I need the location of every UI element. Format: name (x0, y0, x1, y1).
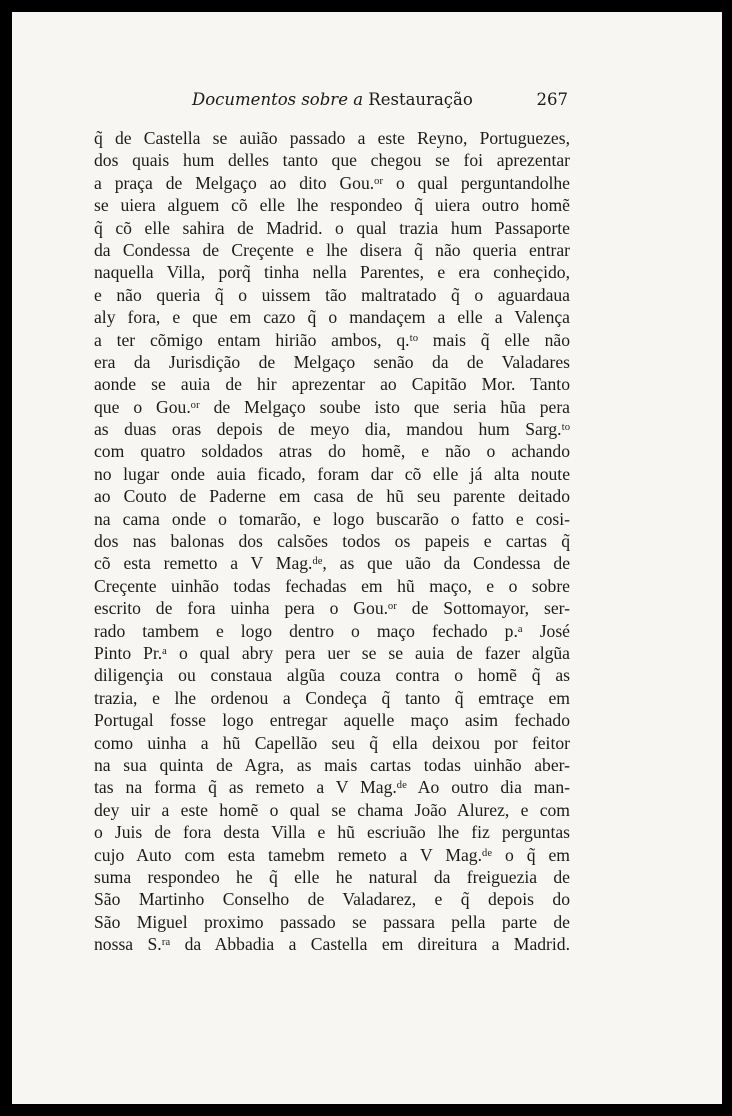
text-line: era da Jurisdição de Melgaço senão da de Valadares (94, 351, 570, 372)
text-line: São Martinho Conselho de Valadarez, e q̃ depois do (94, 889, 570, 910)
text-line: dos nas balonas dos calsões todos os papeis e cartas q̃ (94, 531, 570, 552)
text-line: o Juis de fora desta Villa e hũ escriuão lhe fiz perguntas (94, 822, 570, 843)
text-line: cujo Auto com esta tamebm remeto a V Mag.ᵈᵉ o q̃ em (94, 844, 570, 865)
header-title-italic: Documentos sobre (192, 90, 354, 109)
text-line: naquella Villa, porq̃ tinha nella Parentes, e era conheçido, (94, 262, 570, 283)
text-line: dos quais hum delles tanto que chegou se foi aprezentar (94, 150, 570, 171)
text-line: q̃ de Castella se auião passado a este Reyno, Portuguezes, (94, 128, 570, 148)
text-line: a ter cõmigo entam hirião ambos, q.ᵗᵒ mais q̃ elle não (94, 329, 570, 350)
body-text (94, 127, 570, 955)
text-line: suma respondeo he q̃ elle he natural da freiguezia de (94, 866, 570, 887)
text-line: e não queria q̃ o uissem tão maltratado q̃ o aguardaua (94, 284, 570, 305)
header-title-roman: Restauração (363, 90, 473, 109)
text-line: como uinha a hũ Capellão seu q̃ ella deixou por feitor (94, 732, 570, 753)
text-line: com quatro soldados atras do homẽ, e não o achando (94, 441, 570, 462)
text-line: trazia, e lhe ordenou a Condeça q̃ tanto q̃ emtraçe em (94, 687, 570, 708)
text-line: Pinto Pr.ᵃ o qual abry pera uer se se auia de fazer algũa (94, 642, 570, 663)
text-line: nossa S.ʳᵃ da Abbadia a Castella em direitura a Madrid. (94, 934, 570, 955)
text-line: tas na forma q̃ as remeto a V Mag.ᵈᵉ Ao outro dia man- (94, 777, 570, 798)
text-line: Portugal fosse logo entregar aquelle maço asim fechado (94, 710, 570, 731)
text-line: q̃ cõ elle sahira de Madrid. o qual trazia hum Passaporte (94, 217, 570, 238)
running-header (192, 90, 568, 112)
text-line: Creçente uinhão todas fechadas em hũ maço, e o sobre (94, 575, 570, 596)
text-line: cõ esta remetto a V Mag.ᵈᵉ, as que uão da Condessa de (94, 553, 570, 574)
text-line: aly fora, e que em cazo q̃ o mandaçem a elle a Valença (94, 307, 570, 328)
text-line: que o Gou.ᵒʳ de Melgaço soube isto que seria hũa pera (94, 396, 570, 417)
text-line: ao Couto de Paderne em casa de hũ seu parente deitado (94, 486, 570, 507)
text-line: diligençia ou constaua algũa couza contra o homẽ q̃ as (94, 665, 570, 686)
text-line: São Miguel proximo passado se passara pella parte de (94, 911, 570, 932)
text-line: da Condessa de Creçente e lhe disera q̃ não queria entrar (94, 239, 570, 260)
text-line: no lugar onde auia ficado, foram dar cõ elle já alta noute (94, 463, 570, 484)
text-line: rado tambem e logo dentro o maço fechado p.ᵃ José (94, 620, 570, 641)
text-line: aonde se auia de hir aprezentar ao Capitão Mor. Tanto (94, 374, 570, 395)
text-line: as duas oras depois de meyo dia, mandou hum Sarg.ᵗᵒ (94, 419, 570, 440)
text-line: escrito de fora uinha pera o Gou.ᵒʳ de Sottomayor, ser- (94, 598, 570, 619)
text-line: se uiera alguem cõ elle lhe respondeo q̃ uiera outro homẽ (94, 195, 570, 216)
text-line: a praça de Melgaço ao dito Gou.ᵒʳ o qual perguntandolhe (94, 172, 570, 193)
text-line: na sua quinta de Agra, as mais cartas todas uinhão aber- (94, 754, 570, 775)
header-title-article: a (353, 90, 364, 109)
text-line: na cama onde o tomarão, e logo buscarão o fatto e cosi- (94, 508, 570, 529)
page-number: 267 (536, 90, 568, 109)
text-line: dey uir a este homẽ o qual se chama João Alurez, e com (94, 799, 570, 820)
